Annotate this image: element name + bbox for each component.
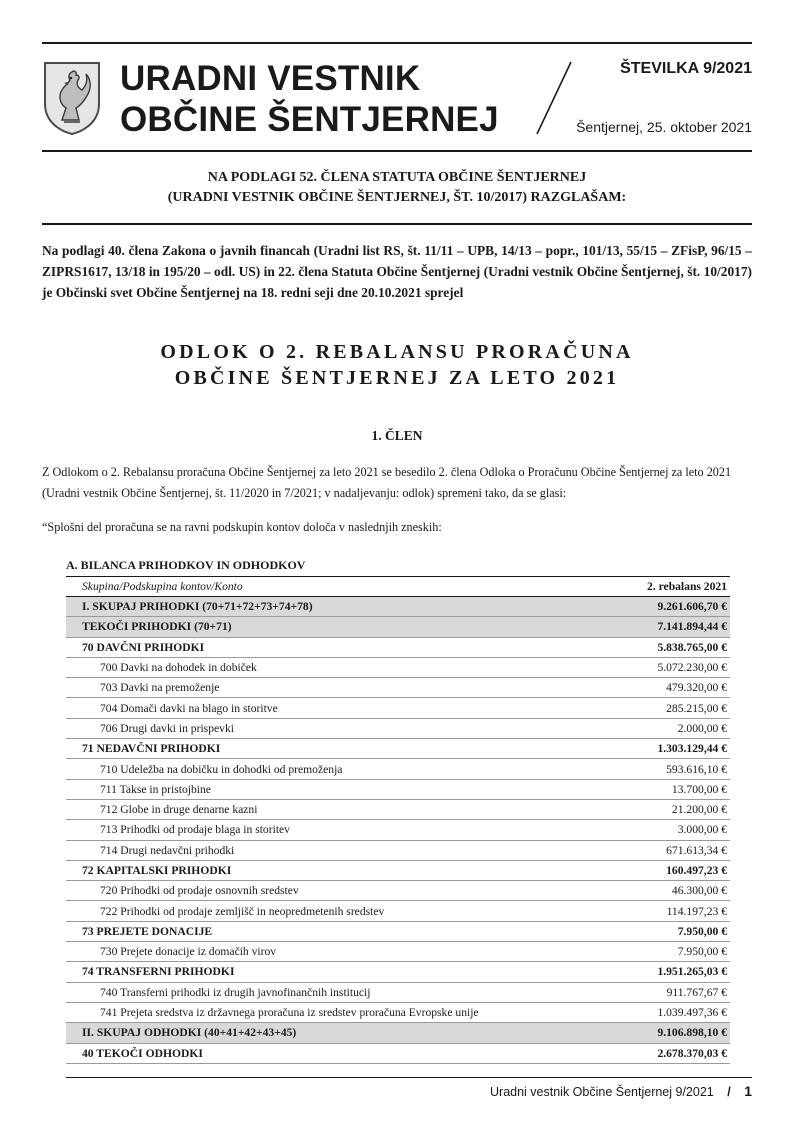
table-row (66, 780, 730, 800)
row-label: 704 Domači davki na blago in storitve (100, 701, 278, 715)
proclamation-rule (42, 223, 752, 225)
row-label: 730 Prejete donacije iz domačih virov (100, 945, 277, 959)
table-row (66, 881, 730, 901)
row-label: 706 Drugi davki in prispevki (100, 721, 234, 735)
row-value: 46.300,00 € (671, 884, 727, 898)
row-value: 1.951.265,03 € (657, 965, 727, 979)
row-value: 1.303.129,44 € (657, 742, 727, 756)
row-label: 74 TRANSFERNI PRIHODKI (82, 965, 235, 979)
row-label: 700 Davki na dohodek in dobiček (100, 661, 257, 675)
table-row (66, 942, 730, 962)
masthead-slash-divider (533, 60, 575, 141)
decree-title-line1: ODLOK O 2. REBALANSU PRORAČUNA (160, 341, 634, 363)
table-header-label: Skupina/Podskupina kontov/Konto (82, 580, 243, 593)
article-paragraph: Z Odlokom o 2. Rebalansu proračuna Občine Šentjernej za leto 2021 se besedilo 2. člena Odloka o Proračunu Občine Šentjernej za leto 2021 (Uradni vestnik Občine Šentjernej, št. 11/2020 in 7/2021; v nadaljevanju: odlok) spremeni tako, da se glasi: (42, 465, 732, 500)
table-row (66, 658, 730, 678)
footer (490, 1083, 752, 1099)
budget-table (66, 558, 730, 1064)
row-value: 21.200,00 € (671, 803, 727, 817)
table-header-value: 2. rebalans 2021 (647, 580, 727, 593)
row-value: 2.000,00 € (677, 721, 727, 735)
table-row (66, 1044, 730, 1064)
row-value: 7.141.894,44 € (657, 620, 727, 634)
proclamation-line2: (URADNI VESTNIK OBČINE ŠENTJERNEJ, ŠT. 10/2017) RAZGLAŠAM: (167, 190, 627, 205)
row-value: 7.950,00 € (677, 945, 727, 959)
row-value: 9.106.898,10 € (657, 1026, 727, 1040)
row-value: 13.700,00 € (671, 782, 727, 796)
row-value: 479.320,00 € (666, 681, 727, 695)
row-label: 73 PREJETE DONACIJE (82, 924, 213, 938)
masthead-title-line1: URADNI VESTNIK (120, 59, 421, 98)
proclamation-line1: NA PODLAGI 52. ČLENA STATUTA OBČINE ŠENTJERNEJ (207, 170, 587, 185)
table-row (66, 1003, 730, 1023)
page-number: 1 (744, 1083, 752, 1099)
row-value: 114.197,23 € (666, 904, 727, 918)
table-row (66, 962, 730, 982)
rooster-crest-icon (42, 60, 102, 141)
footer-separator: / (727, 1085, 731, 1099)
row-label: 741 Prejeta sredstva iz državnega proračuna iz sredstev proračuna Evropske unije (100, 1006, 479, 1020)
issue-date: Šentjernej, 25. oktober 2021 (576, 119, 752, 135)
table-row (66, 698, 730, 718)
row-value: 2.678.370,03 € (657, 1046, 727, 1060)
table-row (66, 820, 730, 840)
article-heading: 1. ČLEN (371, 428, 423, 443)
table-row (66, 617, 730, 637)
proclamation-heading (42, 168, 752, 208)
row-label: 710 Udeležba na dobičku in dohodki od premoženja (100, 762, 343, 776)
row-value: 671.613,34 € (666, 843, 727, 857)
row-label: 712 Globe in druge denarne kazni (100, 803, 258, 817)
row-label: I. SKUPAJ PRIHODKI (70+71+72+73+74+78) (82, 600, 313, 614)
table-row (66, 678, 730, 698)
table-row (66, 759, 730, 779)
table-row (66, 841, 730, 861)
table-row (66, 1023, 730, 1043)
row-label: 722 Prihodki od prodaje zemljišč in neopredmetenih sredstev (100, 904, 385, 918)
row-label: 711 Takse in pristojbine (100, 782, 211, 796)
row-value: 1.039.497,36 € (657, 1006, 727, 1020)
row-value: 5.072.230,00 € (657, 661, 727, 675)
row-value: 285.215,00 € (666, 701, 727, 715)
row-label: 71 NEDAVČNI PRIHODKI (82, 742, 221, 756)
masthead-bottom-rule (42, 150, 752, 152)
row-label: 713 Prihodki od prodaje blaga in storitev (100, 823, 290, 837)
table-row (66, 638, 730, 658)
table-row (66, 901, 730, 921)
decree-title (42, 339, 752, 391)
row-value: 3.000,00 € (677, 823, 727, 837)
table-row (66, 861, 730, 881)
top-rule (42, 42, 752, 44)
decree-title-line2: OBČINE ŠENTJERNEJ ZA LETO 2021 (174, 367, 620, 389)
row-label: 720 Prihodki od prodaje osnovnih sredstev (100, 884, 299, 898)
row-label: 714 Drugi nedavčni prihodki (100, 843, 235, 857)
table-body (66, 597, 730, 1064)
row-label: 70 DAVČNI PRIHODKI (82, 640, 205, 654)
masthead-title (120, 58, 499, 140)
row-label: 72 KAPITALSKI PRIHODKI (82, 864, 232, 877)
row-value: 911.767,67 € (666, 985, 727, 999)
row-label: 40 TEKOČI ODHODKI (82, 1046, 203, 1060)
table-row (66, 983, 730, 1003)
row-label: TEKOČI PRIHODKI (70+71) (82, 620, 232, 634)
legal-basis-intro: Na podlagi 40. člena Zakona o javnih financah (Uradni list RS, št. 11/11 – UPB, 14/13 – popr., 101/13, 55/15 – ZFisP, 96/15 – ZIPRS1617, 13/18 in 195/20 – odl. US) in 22. člena Statuta Občine Šentjernej (Uradni vestnik Občine Šentjernej, št. 10/2017) je Občinski svet Občine Šentjernej na 18. redni seji dne 20.10.2021 sprejel (42, 243, 752, 300)
row-label: 703 Davki na premoženje (100, 681, 220, 695)
table-row (66, 719, 730, 739)
table-row (66, 922, 730, 942)
masthead-title-line2: OBČINE ŠENTJERNEJ (120, 100, 499, 139)
row-label: 740 Transferni prihodki iz drugih javnofinančnih institucij (100, 985, 371, 999)
table-title: A. BILANCA PRIHODKOV IN ODHODKOV (66, 558, 730, 577)
row-value: 593.616,10 € (666, 762, 727, 776)
table-row (66, 800, 730, 820)
article-paragraph-intro: “Splošni del proračuna se na ravni podskupin kontov določa v naslednjih zneskih: (42, 520, 442, 534)
row-value: 160.497,23 € (666, 864, 727, 877)
footer-rule (66, 1077, 752, 1078)
table-row (66, 597, 730, 617)
row-value: 5.838.765,00 € (657, 640, 727, 654)
row-value: 7.950,00 € (677, 924, 727, 938)
row-value: 9.261.606,70 € (657, 600, 727, 614)
issue-number: ŠTEVILKA 9/2021 (620, 60, 752, 77)
table-row (66, 739, 730, 759)
table-header-row (66, 577, 730, 597)
footer-publication: Uradni vestnik Občine Šentjernej 9/2021 (490, 1085, 714, 1099)
row-label: II. SKUPAJ ODHODKI (40+41+42+43+45) (82, 1026, 297, 1040)
